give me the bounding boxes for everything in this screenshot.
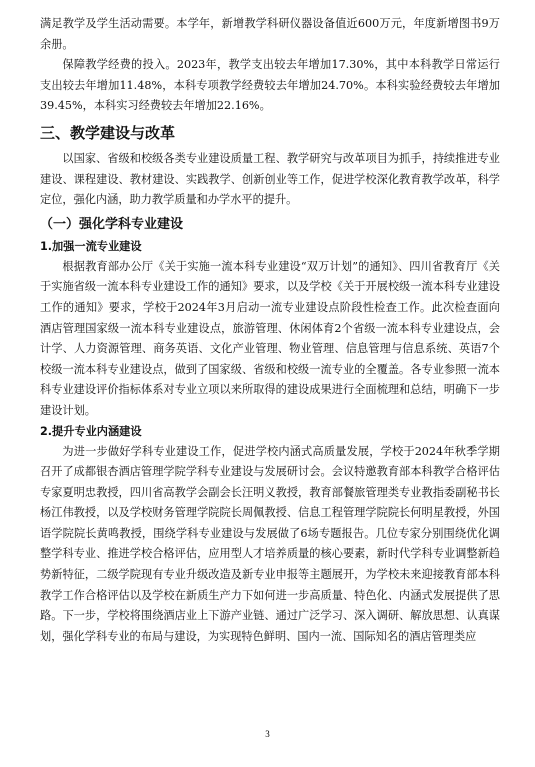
paragraph-section-intro: 以国家、省级和校级各类专业建设质量工程、教学研究与改革项目为抓手，持续推进专业建设、课程建设、教材建设、实践教学、创新创业等工作，促进学校深化教育教学改革，科学定位，强化内涵，助力教学质量和办学水平的提升。: [40, 151, 500, 207]
item-heading-major-connotation: 2.提升专业内涵建设: [40, 424, 142, 438]
page-number: 3: [265, 729, 270, 739]
paragraph-major-connotation: 为进一步做好学科专业建设工作，促进学校内涵式高质量发展，学校于2024年秋季学期召开了成都银杏酒店管理学院学科专业建设与发展研讨会。会议特邀教育部本科教学合格评估专家夏明忠教授，四川省高教学会副会长汪明义教授，教育部餐旅管理类专业教指委副秘书长杨江伟教授，以及学校财务管理学院院长周佩教授、信息工程管理学院院长何明星教授，外国语学院院长黄鸣教授，围绕学科专业建设与发展做了6场专题报告。几位专家分别围绕优化调整学科专业、推进学校合格评估，应用型人才培养质量的核心要素，新时代学科专业调整新趋势新特征，二级学院现有专业升级改造及新专业申报等主题展开，为学校未来迎接教育部本科教学工作合格评估以及学校在新质生产力下如何进一步高质量、特色化、内涵式发展提供了思路。下一步，学校将围绕酒店业上下游产业链、通过广泛学习、深入调研、解放思想、认真谋划，强化学科专业的布局与建设，为实现特色鲜明、国内一流、国际知名的酒店管理类应: [40, 444, 500, 643]
paragraph-funding: 保障教学经费的投入。2023年，教学支出较去年增加17.30%，其中本科教学日常运行支出较去年增加11.48%，本科专项教学经费较去年增加24.70%。本科实验经费较去年增加39.45%，本科实习经费较去年增加22.16%。: [40, 58, 500, 113]
paragraph-equipment-books: 满足教学及学生活动需要。本学年，新增教学科研仪器设备值近600万元，年度新增图书9万余册。: [40, 17, 500, 51]
section-heading: 三、教学建设与改革: [40, 123, 176, 142]
paragraph-first-class-majors: 根据教育部办公厅《关于实施一流本科专业建设“双万计划”的通知》、四川省教育厅《关于实施省级一流本科专业建设工作的通知》要求，以及学校《关于开展校级一流本科专业建设工作的通知》要求，学校于2024年3月启动一流专业建设点阶段性检查工作。此次检查面向酒店管理国家级一流本科专业建设点，旅游管理、休闲体育2个省级一流本科专业建设点，会计学、人力资源管理、商务英语、文化产业管理、物业管理、信息管理与信息系统、英语7个校级一流本科专业建设点，做到了国家级、省级和校级一流专业的全覆盖。各专业参照一流本科专业建设评价指标体系对专业立项以来所取得的建设成果进行全面梳理和总结，明确下一步建设计划。: [40, 259, 500, 417]
subsection-heading: （一）强化学科专业建设: [40, 216, 184, 232]
item-heading-first-class-majors: 1.加强一流专业建设: [40, 239, 142, 253]
